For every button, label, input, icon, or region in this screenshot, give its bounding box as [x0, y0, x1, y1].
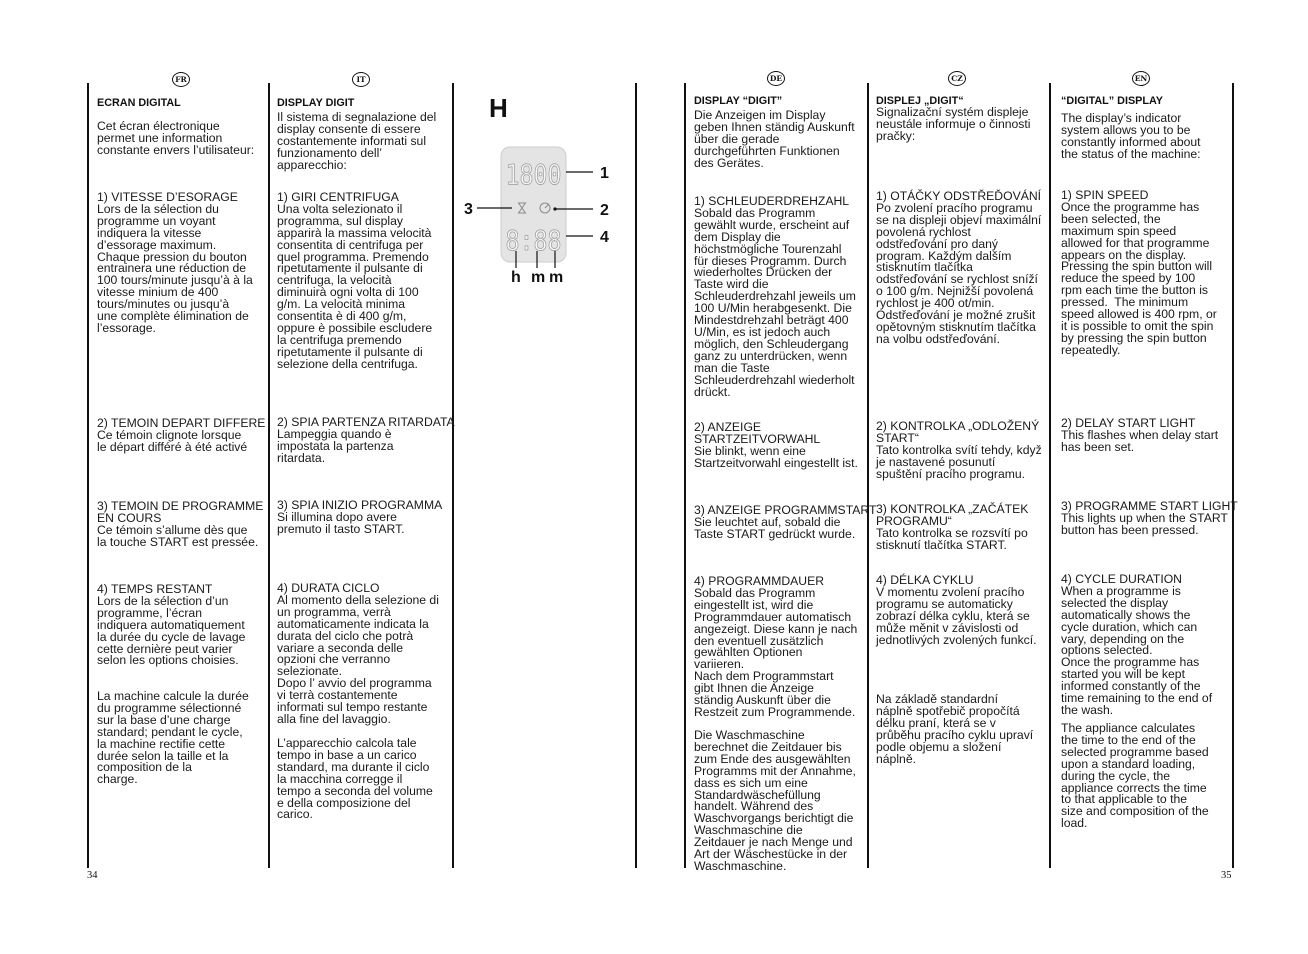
en-section-3: 3) PROGRAMME START LIGHT This lights up when the START button has been pressed.: [1061, 499, 1238, 537]
language-badge-fr: FR: [172, 72, 190, 87]
column-rule: [1232, 83, 1234, 868]
it-section-5: L’apparecchio calcola tale tempo in base a un carico standard, ma durante il ciclo la macchina corregge il tempo a seconda del volume e della composizione del carico.: [277, 736, 433, 822]
de-section-1: 1) SCHLEUDERDREHZAHL Sobald das Programm gewählt wurde, erscheint auf dem Display die höchstmögliche Tourenzahl für dieses Programm. Durch wiederholtes Drücken der Taste wird die Schleuderdrehzahl jeweils um 100 U/Min herabgesenkt. Die Mindestdrehzahl beträgt 400 U/Min, es ist jedoch auch möglich, den Schleudergang ganz zu unterdrücken, wenn man die Taste Schleuderdrehzahl wiederholt drückt.: [694, 194, 856, 399]
en-section-1: 1) SPIN SPEED Once the programme has been selected, the maximum spin speed allowed for that programme appears on the display. Pressing the spin button will reduce the speed by 100 rpm each time the button is pressed. The minimum speed allowed is 400 rpm, or it is possible to omit the spin by pressing the spin button repeatedly.: [1061, 188, 1217, 357]
page-number-right: 35: [1221, 870, 1232, 881]
en-section-2: 2) DELAY START LIGHT This flashes when delay start has been set.: [1061, 416, 1219, 454]
column-rule: [867, 83, 869, 868]
fr-intro: Cet écran électronique permet une information constante envers l’utilisateur:: [97, 119, 255, 157]
it-heading: DISPLAY DIGIT: [277, 97, 355, 109]
column-rule: [268, 83, 270, 868]
it-section-2: 2) SPIA PARTENZA RITARDATA Lampeggia quando è impostata la partenza ritardata.: [277, 415, 455, 465]
callout-dot: [553, 207, 556, 210]
cz-section-1: 1) OTÁČKY ODSTŘEĎOVÁNÍ Po zvolení pracího programu se na displeji objeví maximální povolená rychlost odstřeďování pro daný program. Každým dalším stisknutím tlačítka odstřeďování se rychlost sníží o 100 g/m. Nejnižší povolená rychlost je 400 ot/min. Odstřeďování je možné zrušit opětovným stisknutím tlačítka na volbu odstřeďování.: [876, 189, 1042, 346]
callout-1: 1: [600, 165, 609, 182]
unit-minutes-units: m: [549, 269, 564, 286]
en-section-4: 4) CYCLE DURATION When a programme is selected the display automatically shows the cycle duration, which can vary, depending on the options selected. Once the programme has started you will be kept informed constantly of the time remaining to the end of the wash.: [1061, 572, 1213, 717]
en-heading: “DIGITAL” DISPLAY: [1061, 95, 1163, 107]
de-section-3: 3) ANZEIGE PROGRAMMSTART Sie leuchtet auf, sobald die Taste START gedrückt wurde.: [694, 503, 877, 541]
figure-label: H: [489, 93, 508, 123]
callout-2: 2: [600, 202, 609, 219]
fr-section-2: 2) TEMOIN DEPART DIFFERE Ce témoin clignote lorsque le départ différé à été activé: [97, 416, 266, 454]
cz-intro: Signalizační systém displeje neustále informuje o činnosti pračky:: [876, 105, 1031, 143]
fr-section-4: 4) TEMPS RESTANT Lors de la sélection d’un programme, l’écran indiquera automatiquement la durée du cycle de lavage cette dernière peut varier selon les options choisies.: [97, 582, 246, 668]
column-rule: [87, 83, 89, 868]
unit-hours: h: [511, 269, 521, 286]
it-section-3: 3) SPIA INIZIO PROGRAMMA Si illumina dopo avere premuto il tasto START.: [277, 498, 443, 536]
cz-section-3: 3) KONTROLKA „ZAČÁTEK PROGRAMU“ Tato kontrolka se rozsvítí po stisknutí tlačítka START.: [876, 502, 1029, 552]
fr-section-3: 3) TEMOIN DE PROGRAMME EN COURS Ce témoin s’allume dès que la touche START est pressée.: [97, 499, 264, 549]
column-rule: [684, 83, 686, 868]
page-number-left: 34: [87, 870, 98, 881]
display-readout-time: 8:88: [505, 224, 562, 257]
language-badge-cz: CZ: [948, 71, 966, 86]
display-readout-speed: 1800: [505, 158, 562, 191]
en-section-5: The appliance calculates the time to the end of the selected programme based upon a standard loading, during the cycle, the appliance corrects the time to that applicable to the size and composition of the load.: [1061, 721, 1209, 831]
de-intro: Die Anzeigen im Display geben Ihnen ständig Auskunft über die gerade durchgeführten Funktionen des Gerätes.: [694, 108, 855, 170]
cz-heading: DISPLEJ „DIGIT“: [876, 95, 964, 107]
fr-heading: ECRAN DIGITAL: [97, 97, 181, 109]
de-section-2: 2) ANZEIGE STARTZEITVORWAHL Sie blinkt, wenn eine Startzeitvorwahl eingestellt ist.: [694, 420, 858, 470]
fr-section-5: La machine calcule la durée du programme sélectionné sur la base d’une charge standard; pendant le cycle, la machine rectifie cette durée selon la taille et la composition de la charge.: [97, 689, 249, 787]
cz-section-2: 2) KONTROLKA „ODLOŽENÝ START“ Tato kontrolka svítí tehdy, když je nastavené posunutí spuštění pracího programu.: [876, 419, 1042, 481]
column-rule: [1049, 83, 1051, 868]
de-heading: DISPLAY “DIGIT”: [694, 95, 783, 107]
it-section-1: 1) GIRI CENTRIFUGA Una volta selezionato il programma, sul display apparirà la massima velocità consentita di centrifuga per quel programma. Premendo ripetutamente il pulsante di centrifuga, la velocità diminuirà ogni volta di 100 g/m. La velocità minima consentita è di 400 g/m, oppure è possibile escludere la centrifuga premendo ripetutamente il pulsante di selezione della centrifuga.: [277, 190, 433, 371]
column-rule: [452, 83, 454, 868]
column-rule: [635, 83, 637, 868]
cz-section-4: 4) DÉLKA CYKLU V momentu zvolení pracího programu se automaticky zobrazí délka cyklu, která se může měnit v závislosti od jednotlivých zvolených funkcí.: [876, 573, 1037, 647]
cz-section-5: Na základě standardní náplně spotřebič propočítá délku praní, která se v průběhu pracího cyklu upraví podle objemu a složení náplně.: [876, 692, 1034, 766]
callout-3: 3: [464, 201, 473, 218]
it-intro: Il sistema di segnalazione del display consente di essere costantemente informati sul funzionamento dell’ apparecchio:: [277, 110, 437, 172]
display-figure: [460, 88, 620, 290]
it-section-4: 4) DURATA CICLO Al momento della selezione di un programma, verrà automaticamente indicata la durata del ciclo che potrà variare a seconda delle opzioni che verranno selezionate. Dopo l’ avvio del programma vi terrà costantemente informati sul tempo restante alla fine del lavaggio.: [277, 581, 439, 726]
en-intro: The display’s indicator system allows you to be constantly informed about the status of the machine:: [1061, 111, 1201, 161]
unit-minutes-tens: m: [531, 269, 546, 286]
callout-4: 4: [600, 229, 609, 246]
language-badge-de: DE: [767, 71, 785, 86]
language-badge-en: EN: [1132, 71, 1150, 86]
de-section-5: Die Waschmaschine berechnet die Zeitdauer bis zum Ende des ausgewählten Programms mit der Annahme, dass es sich um eine Standardwäschefüllung handelt. Während des Waschvorgangs berichtigt die Waschmaschine die Zeitdauer je nach Menge und Art der Wäschestücke in der Waschmaschine.: [694, 728, 856, 873]
de-section-4: 4) PROGRAMMDAUER Sobald das Programm eingestellt ist, wird die Programmdauer automatisch angezeigt. Diese kann je nach den eventuell zusätzlich gewählten Optionen variieren. Nach dem Programmstart gibt Ihnen die Anzeige ständig Auskunft über die Restzeit zum Programmende.: [694, 574, 858, 719]
fr-section-1: 1) VITESSE D’ESORAGE Lors de la sélection du programme un voyant indiquera la vitesse d’essorage maximum. Chaque pression du bouton entrainera une réduction de 100 tours/minute jusqu’à à la vitesse minium de 400 tours/minutes ou jusqu’à une complète élimination de l’essorage.: [97, 190, 253, 335]
language-badge-it: IT: [352, 72, 370, 87]
